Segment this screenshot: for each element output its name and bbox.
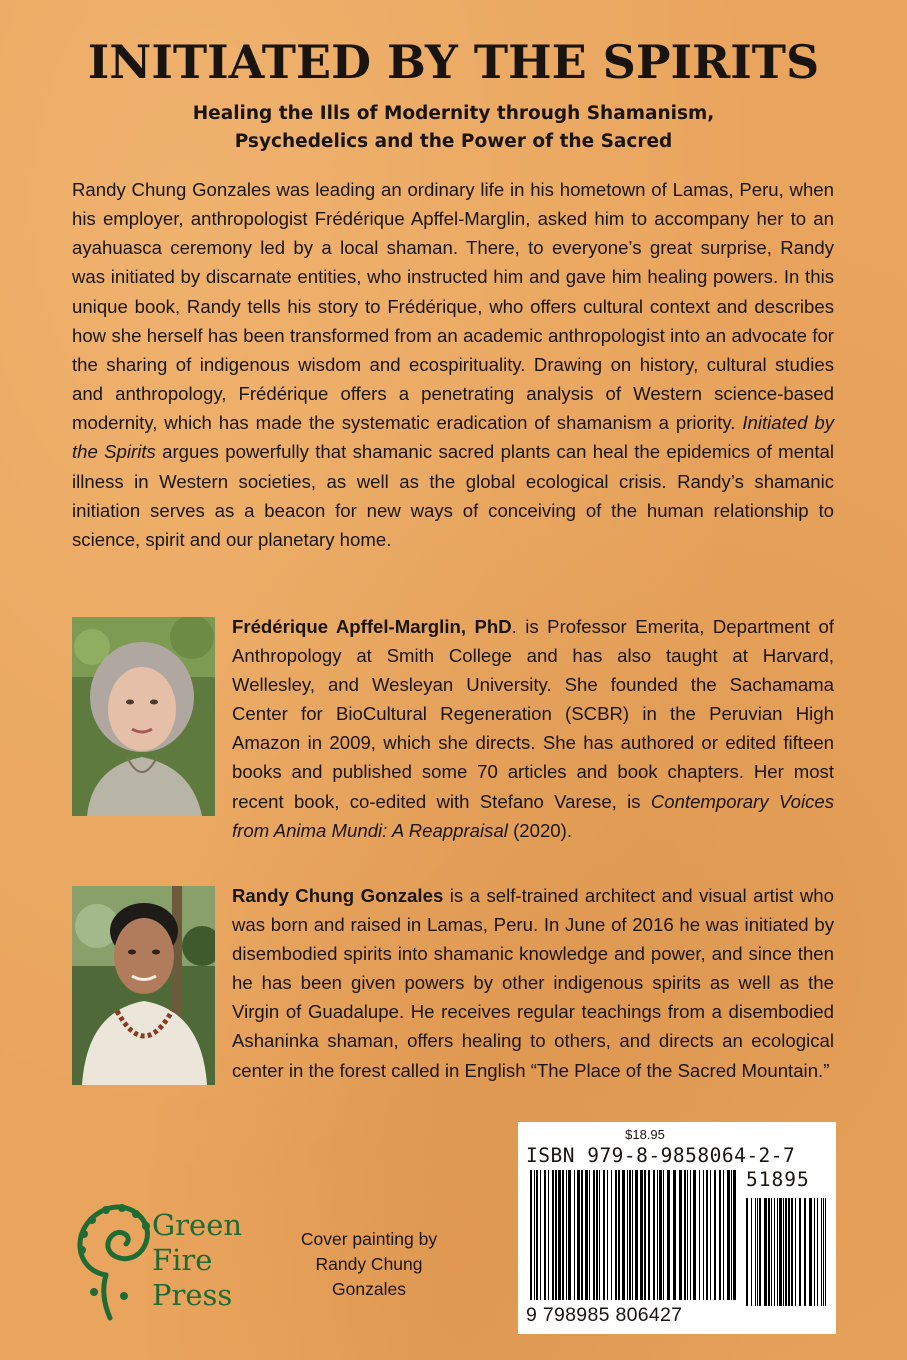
bio-randy-text: is a self-trained architect and visual artist who was born and raised in Lamas, Peru. In June of 2016 he was initiated by disembodied spirits into shamanic knowledge and power, and since then he has been given powers by other indigenous spirits as well as the Virgin of Guadalupe. He receives regular teachings from a disembodied Ashaninka shaman, offers healing to others, and directs an ecological center in the forest called in English “The Place of the Sacred Mountain.” [232, 885, 834, 1081]
barcode-bar [530, 1170, 532, 1300]
barcode-bar [640, 1170, 643, 1300]
barcode-bars [526, 1170, 831, 1310]
barcode-bar [657, 1170, 658, 1300]
barcode-bar [632, 1170, 633, 1300]
barcode-bar [544, 1170, 546, 1300]
barcode-bar [566, 1170, 567, 1300]
barcode-bar [552, 1170, 554, 1300]
barcode-bar [607, 1170, 608, 1300]
addon-bar [759, 1198, 761, 1306]
bio-randy-name: Randy Chung Gonzales [232, 885, 444, 906]
publisher-name [152, 1208, 242, 1313]
addon-number: 51895 [746, 1168, 810, 1191]
barcode-bar [687, 1170, 688, 1300]
book-title: INITIATED BY THE SPIRITS [87, 35, 820, 89]
isbn-label: ISBN 979-8-9858064-2-7 [526, 1144, 796, 1167]
author-photo-frederique [72, 617, 215, 816]
subtitle-line-2: Psychedelics and the Power of the Sacred [234, 131, 673, 152]
barcode-bar [699, 1170, 700, 1300]
addon-bar [809, 1198, 812, 1306]
barcode-bar [593, 1170, 595, 1300]
publisher-line-3: Press [152, 1278, 233, 1312]
barcode-bar [719, 1170, 721, 1300]
credit-line-2: Randy Chung [315, 1254, 423, 1274]
bio-frederique-text-2: (2020). [507, 819, 573, 841]
addon-bar [785, 1198, 787, 1306]
addon-bar [764, 1198, 767, 1306]
bio-frederique [232, 612, 834, 845]
barcode-bar [653, 1170, 655, 1300]
barcode-bar [693, 1170, 696, 1300]
addon-bar [779, 1198, 782, 1306]
barcode-bar [703, 1170, 704, 1300]
barcode-bar [629, 1170, 631, 1300]
barcode-bar [622, 1170, 625, 1300]
addon-bar [825, 1198, 826, 1306]
barcode-bar [706, 1170, 708, 1300]
barcode-bar [627, 1170, 628, 1300]
bio-frederique-name: Frédérique Apffel-Marglin, PhD [232, 616, 512, 637]
barcode-bar [648, 1170, 650, 1300]
barcode-bar [710, 1170, 711, 1300]
barcode-bar [714, 1170, 716, 1300]
addon-bar [788, 1198, 790, 1306]
barcode-bar [585, 1170, 588, 1300]
barcode-panel [518, 1122, 836, 1334]
barcode-bar [577, 1170, 580, 1300]
barcode-bar [581, 1170, 583, 1300]
barcode-bar [618, 1170, 620, 1300]
description-book-title: Initiated by the Spirits [72, 412, 834, 463]
addon-bar [817, 1198, 818, 1306]
barcode-bar [536, 1170, 538, 1300]
addon-bar [791, 1198, 793, 1306]
addon-bar [783, 1198, 784, 1306]
barcode-bar [611, 1170, 612, 1300]
barcode-bar [534, 1170, 535, 1300]
barcode-bar [568, 1170, 571, 1300]
bio-randy [232, 881, 834, 1085]
addon-bar [823, 1198, 824, 1306]
barcode-bar [679, 1170, 682, 1300]
barcode-bar [615, 1170, 617, 1300]
addon-bar [755, 1198, 756, 1306]
book-description [72, 175, 834, 554]
barcode-bar [603, 1170, 605, 1300]
barcode-bar [659, 1170, 662, 1300]
barcode-bar [596, 1170, 598, 1300]
bio-frederique-book: Contemporary Voices from Anima Mundi: A Reappraisal [232, 790, 835, 841]
addon-bar [768, 1198, 770, 1306]
addon-bar [771, 1198, 772, 1306]
barcode-bar [599, 1170, 600, 1300]
addon-bar [804, 1198, 806, 1306]
addon-bar [821, 1198, 822, 1306]
ean-number: 9 798985 806427 [526, 1304, 683, 1326]
addon-bar [777, 1198, 778, 1306]
barcode-bar [684, 1170, 686, 1300]
barcode-bar [690, 1170, 691, 1300]
price-label: $18.95 [625, 1127, 665, 1142]
barcode-bar [727, 1170, 730, 1300]
addon-bar [774, 1198, 775, 1306]
barcode-bar [555, 1170, 557, 1300]
credit-line-1: Cover painting by [300, 1229, 438, 1249]
addon-bar [746, 1198, 748, 1306]
subtitle-line-1: Healing the Ills of Modernity through Shamanism, [192, 103, 715, 124]
cover-credit [280, 1227, 458, 1302]
addon-bar [795, 1198, 796, 1306]
publisher-line-1: Green [152, 1208, 243, 1242]
barcode-bar [663, 1170, 664, 1300]
addon-bar [751, 1198, 752, 1306]
barcode-bar [589, 1170, 590, 1300]
bio-frederique-text-1: . is Professor Emerita, Department of Anthropology at Smith College and has also taught at Harvard, Wellesley, and Wesleyan University. She founded the Sachamama Center for BioCultural Regeneration (SCBR) in the Peruvian High Amazon in 2009, which she directs. She has authored or edited fifteen books and published some 70 articles and book chapters. Her most recent book, co-edited with Stefano Varese, is [232, 616, 834, 812]
barcode-bar [574, 1170, 575, 1300]
description-part-1: Randy Chung Gonzales was leading an ordinary life in his hometown of Lamas, Peru, when his employer, anthropologist Frédérique Apffel-Marglin, asked him to accompany her to an ayahuasca ceremony led by a local shaman. There, to everyone’s great surprise, Randy was initiated by discarnate entities, who instructed him and gave him healing powers. In this unique book, Randy tells his story to Frédérique, who offers cultural context and describes how she herself has been transformed from an academic anthropologist into an advocate for the sharing of indigenous wisdom and ecospirituality. Drawing on history, cultural studies and anthropology, Frédérique offers a penetrating analysis of Western science-based modernity, which has made the systematic eradication of shamanism a priority. [72, 179, 834, 434]
description-part-2: argues powerfully that shamanic sacred plants can heal the epidemics of mental illness in Western societies, as well as the global ecological crisis. Randy’s shamanic initiation serves as a beacon for new ways of conceiving of the human relationship to science, spirit and our planetary home. [72, 441, 834, 550]
barcode-bar [667, 1170, 670, 1300]
addon-bar [814, 1198, 815, 1306]
barcode-bar [562, 1170, 564, 1300]
barcode-bar [731, 1170, 732, 1300]
barcode-bar [635, 1170, 638, 1300]
barcode-bar [548, 1170, 549, 1300]
publisher-line-2: Fire [152, 1243, 213, 1277]
book-subtitle [0, 100, 907, 156]
barcode-bar [558, 1170, 561, 1300]
barcode-bar [673, 1170, 676, 1300]
addon-bar [799, 1198, 801, 1306]
barcode-bar [540, 1170, 541, 1300]
addon-bar [757, 1198, 758, 1306]
author-photo-randy [72, 886, 215, 1085]
credit-line-3: Gonzales [332, 1279, 406, 1299]
barcode-bar [723, 1170, 724, 1300]
barcode-bar [644, 1170, 646, 1300]
barcode-bar [733, 1170, 736, 1300]
